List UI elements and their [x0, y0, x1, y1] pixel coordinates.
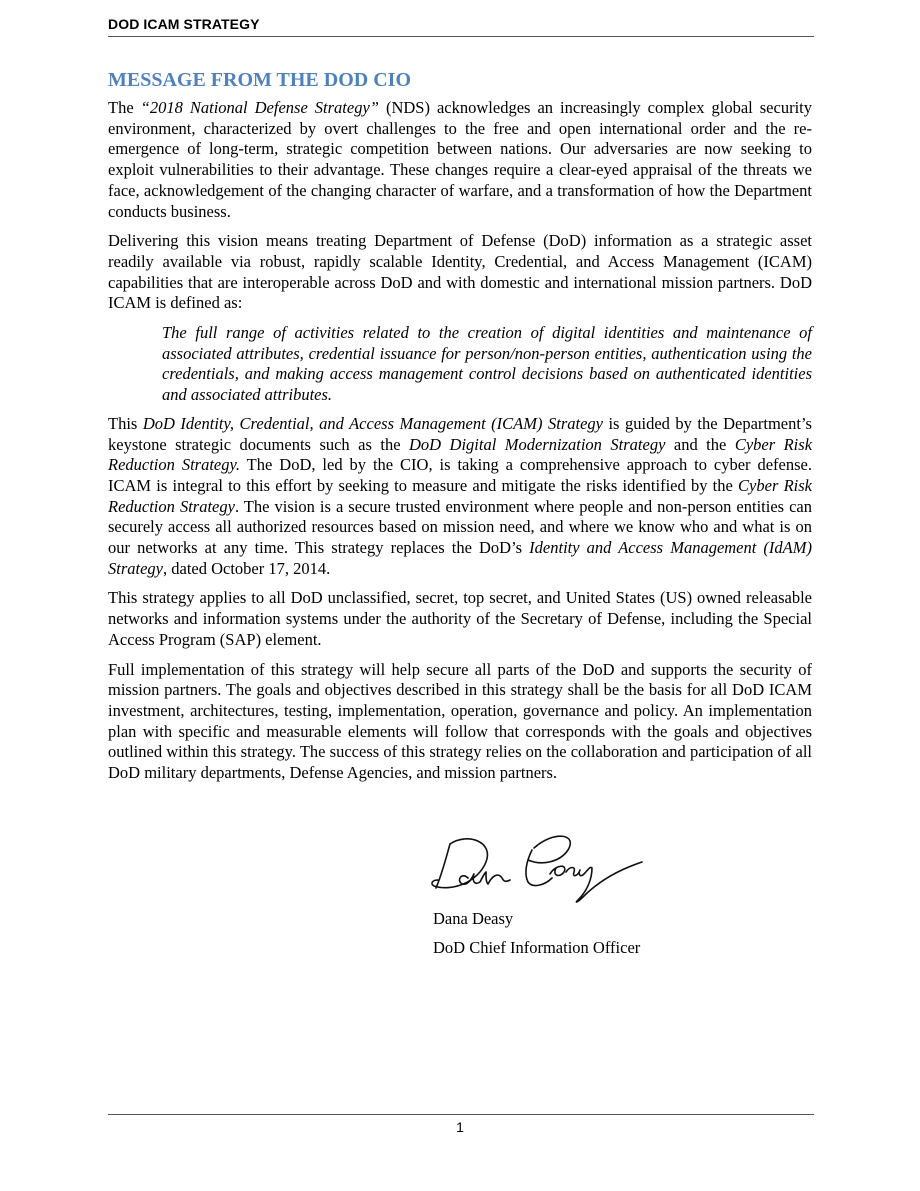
- text-run: The DoD, led by the CIO, is taking a comprehensive approach to cyber defense. ICAM is integral to this effort by seeking to measure and mitigate the risks identified by the: [108, 455, 812, 495]
- icam-definition: The full range of activities related to the creation of digital identities and maintenance of associated attributes, credential issuance for person/non-person entities, authentication using the credentials, and making access management control decisions based on authenticated identities and associated attributes.: [162, 323, 812, 405]
- text-run: , dated October 17, 2014.: [163, 558, 331, 578]
- running-header: DOD ICAM STRATEGY: [108, 16, 260, 32]
- text-run: is guided by the Department’s keystone strategic documents such as the: [108, 413, 812, 454]
- footer-rule: [108, 1114, 814, 1115]
- digital-modernization-title: DoD Digital Modernization Strategy: [409, 434, 666, 454]
- paragraph-vision: Delivering this vision means treating Department of Defense (DoD) information as a strategic asset readily available via robust, rapidly scalable Identity, Credential, and Access Management (ICAM) capabilities that are interoperable across DoD and with domestic and international mission partners. DoD ICAM is defined as:: [108, 231, 812, 313]
- strategy-title: DoD Identity, Credential, and Access Management (ICAM) Strategy: [142, 413, 603, 433]
- text-run: . The vision is a secure trusted environment where people and non-person entities can securely access all authorized resources based on mission need, and where we know who and what is on our networks at any time. This strategy replaces the DoD’s: [108, 496, 813, 558]
- header-rule: [108, 36, 814, 37]
- text-run: (NDS) acknowledges an increasingly complex global security environment, characterized by overt challenges to the free and open international order and the re-emergence of long-term, strategic competition between nations. Our adversaries are now seeking to exploit vulnerabilities to their advantage. These changes require a clear-eyed appraisal of the threats we face, acknowledgement of the changing character of warfare, and a transformation of how the Department conducts business.: [108, 98, 812, 221]
- idam-strategy-title: Identity and Access Management (IdAM) Strategy: [108, 538, 812, 578]
- signer-name: Dana Deasy: [433, 909, 514, 928]
- section-title: MESSAGE FROM THE DOD CIO: [108, 69, 411, 91]
- signer-title: DoD Chief Information Officer: [433, 938, 641, 957]
- text-run: This: [108, 413, 143, 433]
- nds-title: “2018 National Defense Strategy”: [140, 98, 379, 117]
- paragraph-strategy: [108, 414, 812, 580]
- paragraph-nds: [108, 98, 812, 222]
- paragraph-implementation: Full implementation of this strategy will help secure all parts of the DoD and supports the security of mission partners. The goals and objectives described in this strategy shall be the basis for all DoD ICAM investment, architectures, testing, implementation, operation, governance and policy. An implementation plan with specific and measurable elements will follow that corresponds with the goals and objectives outlined within this strategy. The success of this strategy relies on the collaboration and participation of all DoD military departments, Defense Agencies, and mission partners.: [108, 659, 812, 783]
- handwritten-signature: [428, 826, 658, 912]
- text-run: and the: [665, 434, 735, 454]
- page-number: 1: [456, 1119, 464, 1135]
- paragraph-scope: This strategy applies to all DoD unclassified, secret, top secret, and United States (US) owned releasable networks and information systems under the authority of the Secretary of Defense, including the Special Access Program (SAP) element.: [108, 588, 812, 649]
- cyber-risk-title: Cyber Risk Reduction Strategy: [108, 475, 812, 516]
- text-run: The: [108, 98, 141, 117]
- cyber-risk-title: Cyber Risk Reduction Strategy.: [108, 434, 813, 475]
- message-body: [108, 66, 812, 793]
